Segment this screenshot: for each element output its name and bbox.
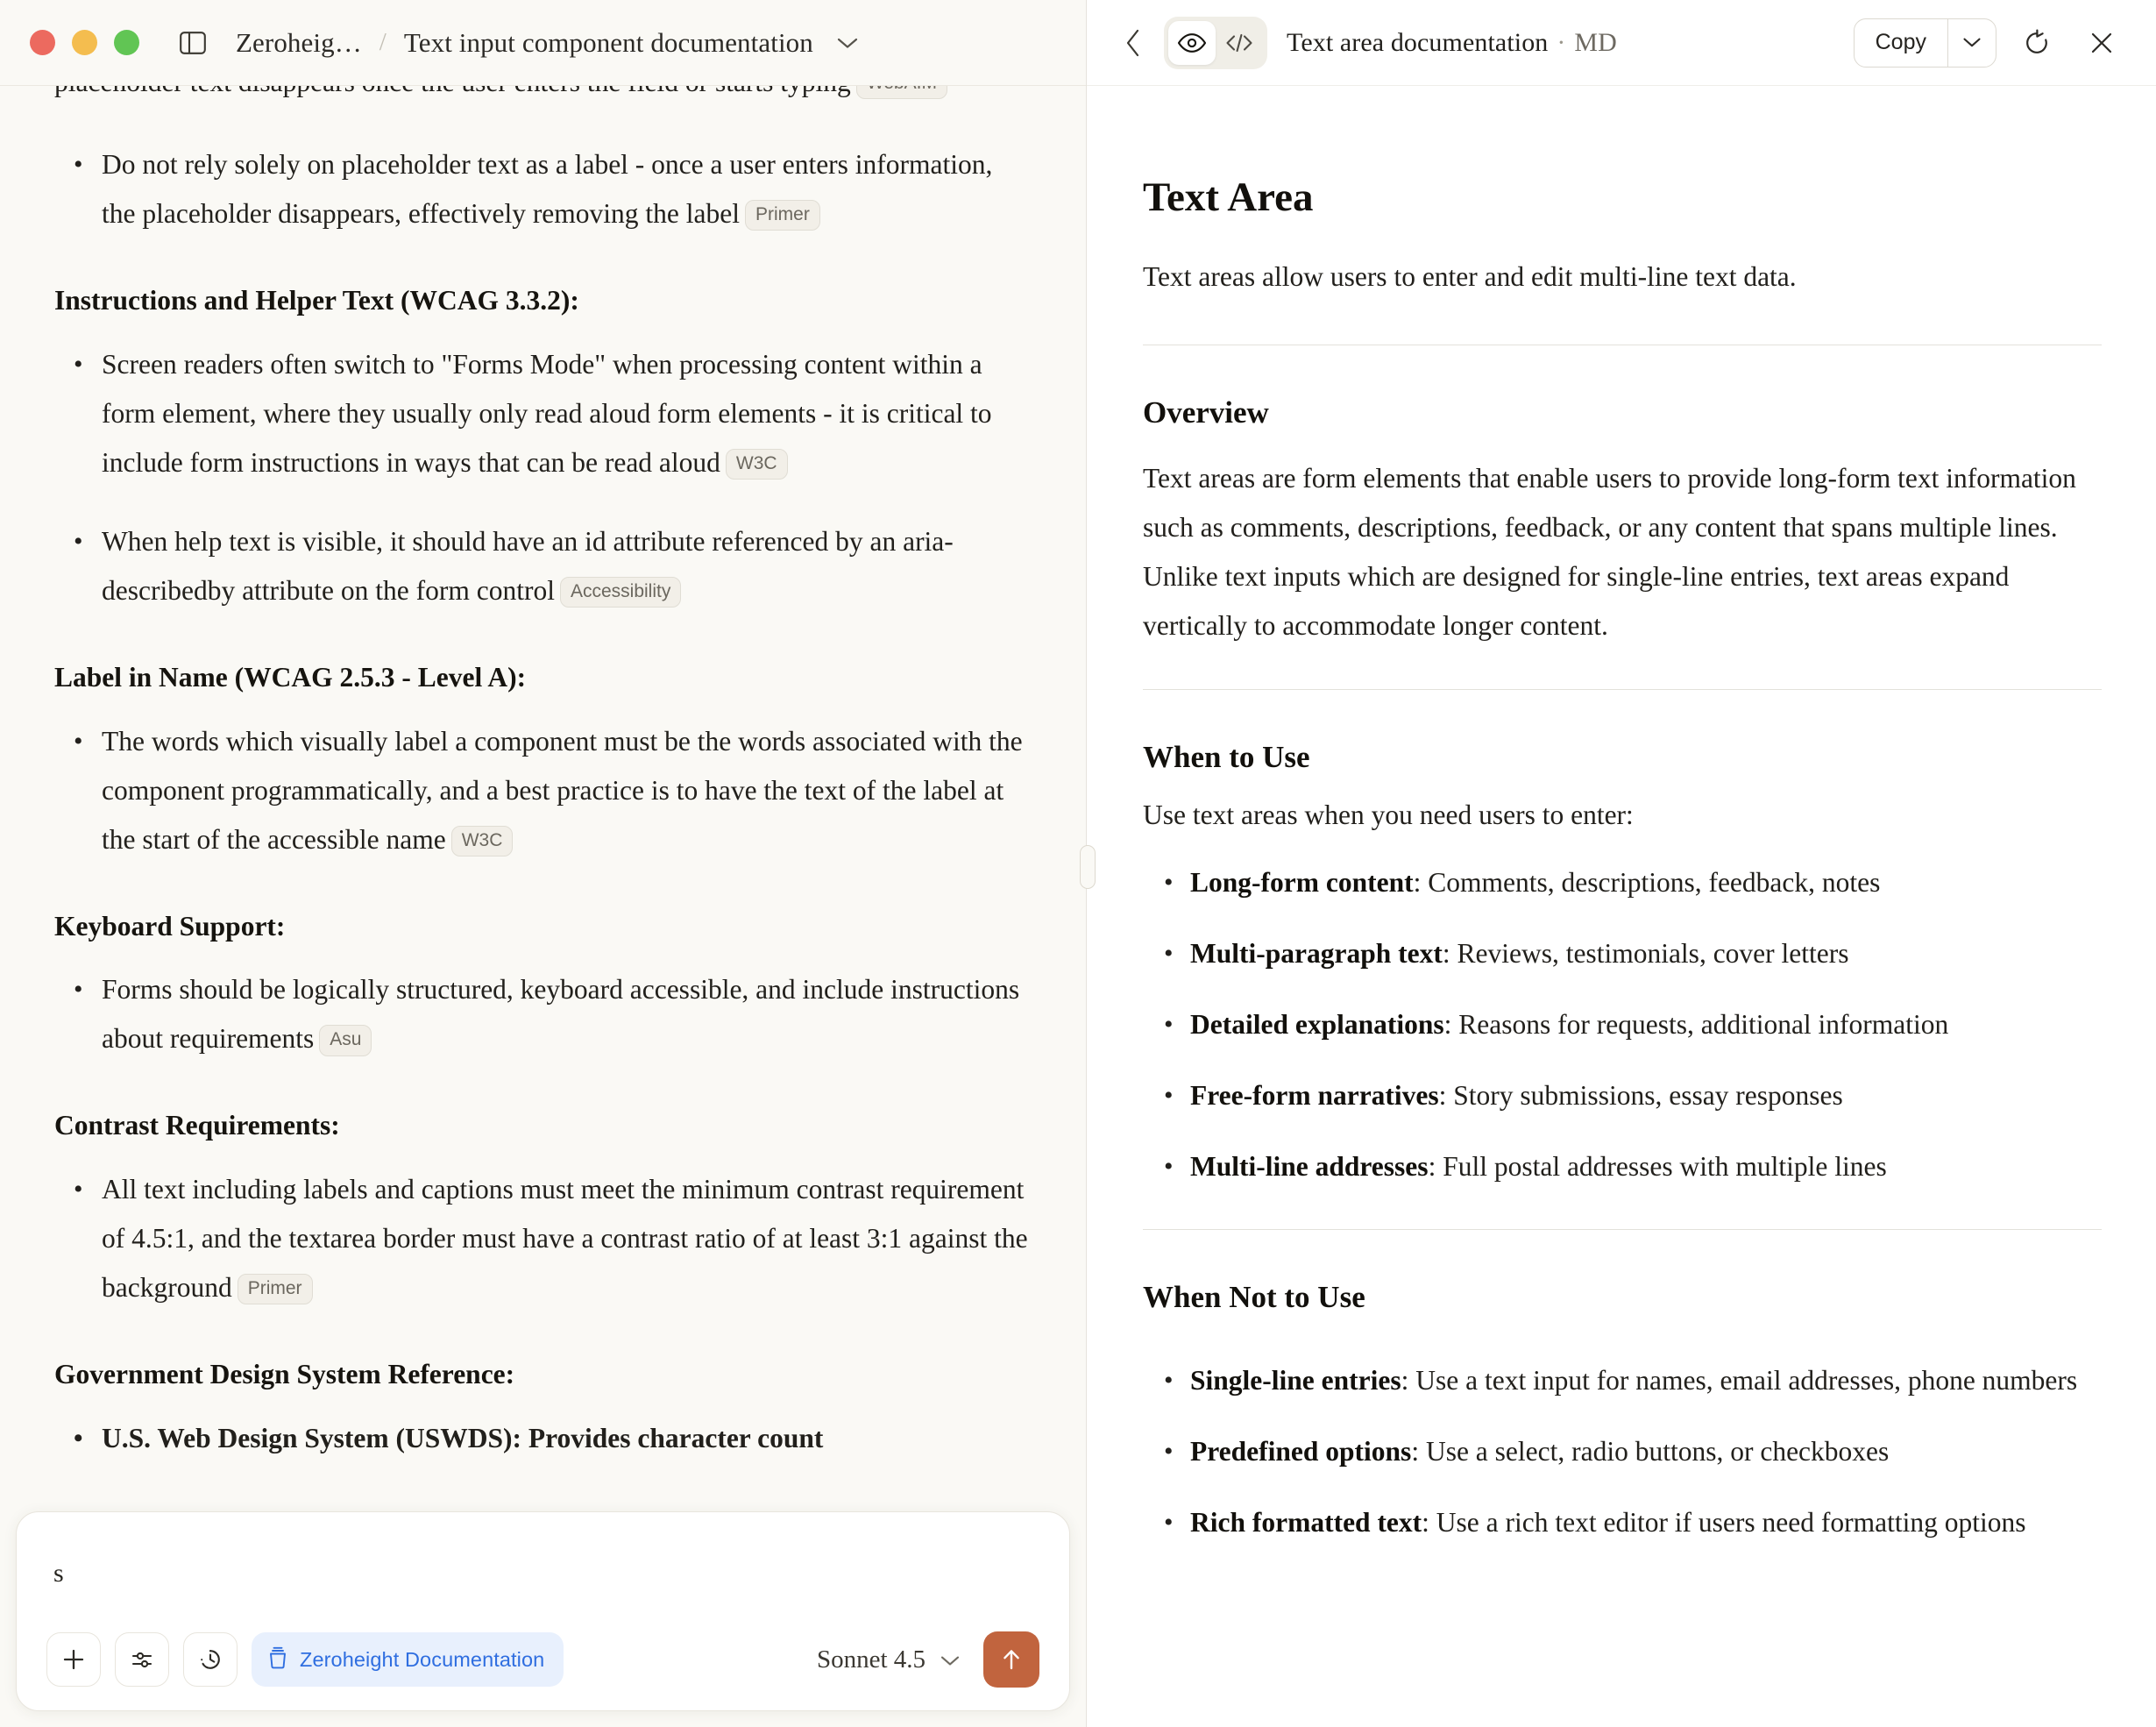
artifact-section-paragraph: Text areas are form elements that enable users to provide long-form text information such as comments, descriptions, feedback, or any content that spans multiple lines. Unlike text inputs which are designed for single-line entries, text areas expand vertically to accommodate longer content. — [1143, 463, 2076, 642]
model-selector-label: Sonnet 4.5 — [816, 1645, 926, 1674]
list-item-text: Forms should be logically structured, keyboard accessible, and include instructions about requirements — [102, 974, 1020, 1055]
artifact-title: Text area documentation — [1287, 27, 1549, 57]
model-selector[interactable] — [817, 1645, 961, 1674]
bullet-list — [54, 965, 1032, 1063]
artifact-heading-1: Text Area — [1143, 174, 1314, 220]
list-item — [54, 517, 1032, 615]
tools-settings-button[interactable] — [115, 1632, 169, 1687]
chevron-down-icon — [940, 1645, 961, 1674]
list-item-text: The words which visually label a component must be the words associated with the component programmatically, and a best practice is to have the text of the label at the start of the accessible name — [102, 725, 1023, 855]
traffic-lights — [30, 30, 139, 55]
back-icon[interactable] — [1113, 23, 1153, 63]
section-heading: Keyboard Support: — [54, 910, 286, 942]
list-item — [54, 1165, 1032, 1312]
breadcrumb-app[interactable]: Zeroheig… — [236, 26, 362, 58]
source-tag[interactable]: W3C — [726, 449, 788, 480]
chat-transcript[interactable] — [0, 86, 1086, 1727]
list-item-desc: : Use a rich text editor if users need formatting options — [1422, 1507, 2026, 1539]
bullet-list — [54, 1165, 1032, 1312]
list-item-text: Screen readers often switch to "Forms Mode" when processing content within a form element, where they usually only read aloud form elements - it is critical to include form instructions in ways that can be read aloud — [102, 348, 992, 478]
sidebar-toggle-icon[interactable] — [174, 25, 211, 61]
assistant-message — [54, 86, 1032, 1463]
list-item-text: U.S. Web Design System (USWDS): Provides character count — [102, 1422, 824, 1453]
chevron-down-icon[interactable] — [836, 36, 859, 50]
section-heading: Contrast Requirements: — [54, 1110, 340, 1141]
view-mode-toggle — [1164, 17, 1267, 69]
section-heading: Label in Name (WCAG 2.5.3 - Level A): — [54, 661, 527, 693]
composer-toolbar — [46, 1631, 1039, 1688]
list-item — [54, 717, 1032, 864]
source-tag[interactable]: W3C — [451, 826, 514, 856]
list-item — [1143, 1142, 2102, 1190]
list-item — [1143, 1427, 2102, 1475]
list-item — [1143, 858, 2102, 906]
message-input[interactable]: s — [53, 1559, 64, 1588]
refresh-icon[interactable] — [2012, 18, 2061, 68]
list-item-term: Multi-line addresses — [1190, 1151, 1429, 1183]
list-item-desc: : Reasons for requests, additional information — [1443, 1009, 1949, 1041]
bullet-list — [54, 1414, 1032, 1463]
list-item-desc: : Use a text input for names, email addresses, phone numbers — [1401, 1365, 2078, 1397]
knowledge-base-chip[interactable] — [252, 1632, 564, 1687]
list-item — [54, 1414, 1032, 1463]
composer-toolbar-right — [817, 1631, 1039, 1688]
source-tag[interactable]: Accessibility — [560, 577, 681, 608]
tab-code[interactable] — [1216, 21, 1263, 65]
book-stack-icon — [267, 1646, 288, 1674]
section-heading: Instructions and Helper Text (WCAG 3.3.2): — [54, 285, 579, 316]
list-item-desc: : Full postal addresses with multiple lines — [1428, 1151, 1887, 1183]
artifact-section-heading: When Not to Use — [1143, 1280, 1365, 1315]
source-tag[interactable]: Primer — [238, 1274, 313, 1304]
history-button[interactable] — [183, 1632, 238, 1687]
list-item-desc: : Comments, descriptions, feedback, notes — [1413, 867, 1881, 899]
bullet-list — [54, 340, 1032, 615]
list-item-desc: : Story submissions, essay responses — [1438, 1080, 1843, 1112]
artifact-bullet-list — [1143, 858, 2102, 1190]
artifact-header — [1087, 0, 2156, 86]
list-item — [1143, 1071, 2102, 1119]
divider — [1143, 689, 2102, 690]
composer-toolbar-left — [46, 1632, 564, 1687]
list-item-term: Long-form content — [1190, 867, 1414, 899]
list-item — [1143, 929, 2102, 977]
list-item-desc: : Reviews, testimonials, cover letters — [1442, 938, 1849, 970]
list-item — [1143, 1356, 2102, 1404]
list-item-text: Do not rely solely on placeholder text as a label - once a user enters information, the placeholder disappears, effectively removing the label — [102, 149, 993, 229]
copy-options-chevron-down-icon[interactable] — [1948, 19, 1996, 67]
list-item — [54, 340, 1032, 487]
bullet-list — [54, 717, 1032, 864]
list-item-term: Single-line entries — [1190, 1365, 1401, 1397]
artifact-panel — [1087, 0, 2156, 1727]
list-item-term: Predefined options — [1190, 1436, 1412, 1468]
section-heading: Government Design System Reference: — [54, 1359, 515, 1390]
bullet-list — [54, 140, 1032, 238]
add-attachment-button[interactable] — [46, 1632, 101, 1687]
artifact-section-paragraph: Use text areas when you need users to enter: — [1143, 800, 1634, 831]
breadcrumb — [236, 27, 859, 59]
tab-preview[interactable] — [1168, 21, 1216, 65]
artifact-filetype: MD — [1574, 27, 1617, 57]
source-tag[interactable]: Asu — [319, 1025, 372, 1055]
divider — [1143, 1229, 2102, 1230]
list-item-term: Multi-paragraph text — [1190, 938, 1443, 970]
list-item — [54, 140, 1032, 238]
list-item-term: Detailed explanations — [1190, 1009, 1444, 1041]
list-item — [1143, 1498, 2102, 1546]
breadcrumb-separator: / — [379, 28, 387, 56]
list-item — [1143, 1000, 2102, 1048]
list-item-term: Free-form narratives — [1190, 1080, 1439, 1112]
artifact-bullet-list — [1143, 1356, 2102, 1546]
source-tag[interactable]: Primer — [745, 200, 820, 231]
composer — [16, 1511, 1070, 1711]
panel-resize-handle[interactable] — [1080, 845, 1096, 889]
list-item-desc: : Use a select, radio buttons, or checkboxes — [1411, 1436, 1890, 1468]
list-item — [54, 965, 1032, 1063]
minimize-window-button[interactable] — [72, 30, 97, 55]
list-item-text: When help text is visible, it should have an id attribute referenced by an aria-describedby attribute on the form control — [102, 525, 954, 606]
send-message-button[interactable] — [983, 1631, 1039, 1688]
close-window-button[interactable] — [30, 30, 55, 55]
artifact-content[interactable] — [1087, 86, 2156, 1727]
list-item-text: All text including labels and captions must meet the minimum contrast requirement of 4.5:1, and the textarea border must have a contrast ratio of at least 3:1 against the background — [102, 1174, 1028, 1304]
composer-card — [16, 1511, 1070, 1711]
copy-button-group[interactable] — [1854, 18, 1996, 68]
artifact-section-heading: Overview — [1143, 395, 1269, 430]
list-item-term: Rich formatted text — [1190, 1507, 1422, 1539]
artifact-section-heading: When to Use — [1143, 740, 1310, 775]
breadcrumb-document-title[interactable]: Text input component documentation — [403, 26, 813, 58]
close-icon[interactable] — [2077, 18, 2126, 68]
artifact-title-separator: · — [1557, 27, 1566, 57]
window-titlebar — [0, 0, 1086, 86]
copy-button[interactable]: Copy — [1875, 30, 1926, 54]
knowledge-base-chip-label: Zeroheight Documentation — [300, 1647, 545, 1671]
maximize-window-button[interactable] — [114, 30, 139, 55]
artifact-lead-paragraph: Text areas allow users to enter and edit multi-line text data. — [1143, 261, 1797, 293]
